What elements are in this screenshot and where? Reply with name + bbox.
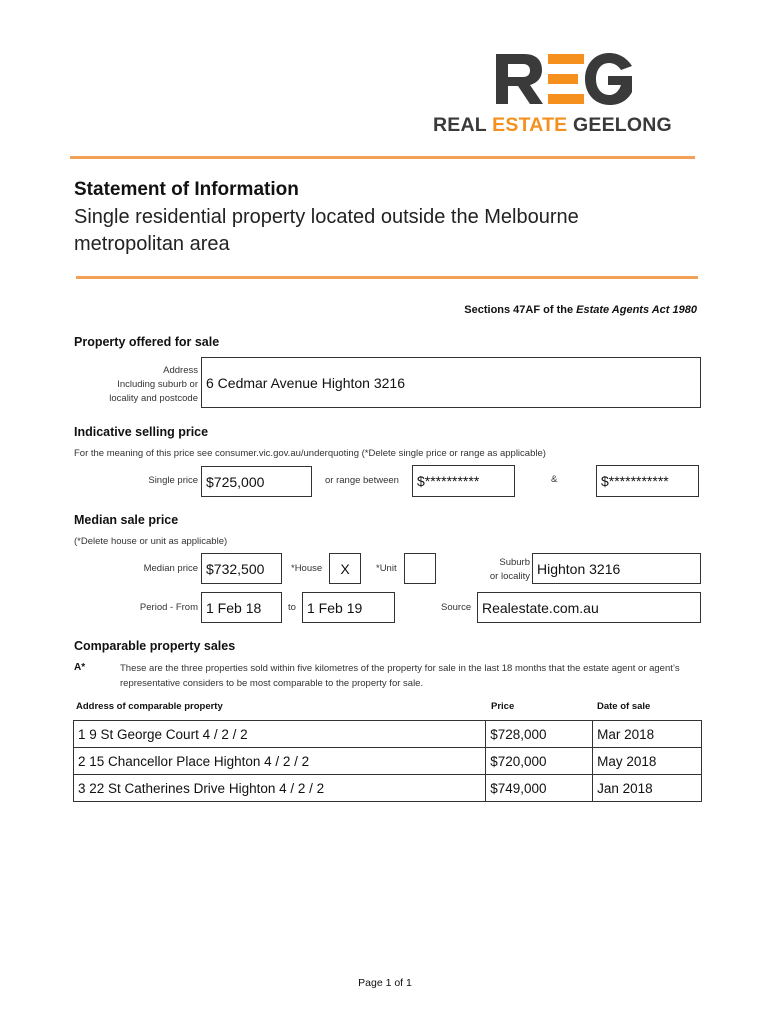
comparable-date[interactable]: Jan 2018 [593, 775, 702, 802]
source-field[interactable]: Realestate.com.au [477, 592, 701, 623]
house-label: *House [291, 563, 323, 574]
comparable-heading: Comparable property sales [74, 639, 236, 653]
source-label: Source [441, 602, 472, 613]
comparable-date[interactable]: Mar 2018 [593, 721, 702, 748]
document-subtitle: Single residential property located outside the Melbourne metropolitan area [74, 206, 579, 255]
comparable-price[interactable]: $720,000 [486, 748, 593, 775]
comparable-date[interactable]: May 2018 [593, 748, 702, 775]
indicative-note: For the meaning of this price see consumer.vic.gov.au/underquoting (*Delete single price or range as applicable) [74, 448, 546, 459]
address-field[interactable]: 6 Cedmar Avenue Highton 3216 [201, 357, 701, 408]
page-number: Page 1 of 1 [358, 977, 412, 989]
period-to-label: to [288, 602, 296, 613]
column-price-header: Price [491, 701, 515, 712]
median-heading: Median sale price [74, 513, 179, 527]
address-label: Address Including suburb or locality and postcode [109, 365, 198, 404]
top-divider [70, 156, 695, 159]
period-from-field[interactable]: 1 Feb 18 [201, 592, 282, 623]
comparable-address[interactable]: 2 15 Chancellor Place Highton 4 / 2 / 2 [74, 748, 486, 775]
indicative-heading: Indicative selling price [74, 425, 209, 439]
range-low-field[interactable]: $********** [412, 465, 515, 497]
table-row [74, 721, 702, 748]
range-high-field[interactable]: $*********** [596, 465, 699, 497]
legislation-reference: Sections 47AF of the Estate Agents Act 1980 [464, 304, 697, 316]
range-label: or range between [325, 475, 399, 486]
median-price-field[interactable]: $732,500 [201, 553, 282, 584]
period-to-field[interactable]: 1 Feb 19 [302, 592, 395, 623]
single-price-field[interactable]: $725,000 [201, 466, 312, 497]
brand-name: REAL ESTATE GEELONG [433, 114, 672, 136]
single-price-label: Single price [148, 475, 198, 486]
comparable-address[interactable]: 1 9 St George Court 4 / 2 / 2 [74, 721, 486, 748]
comparable-price[interactable]: $728,000 [486, 721, 593, 748]
unit-checkbox[interactable] [404, 553, 436, 584]
suburb-label: Suburb or locality [489, 557, 530, 582]
comparable-price[interactable]: $749,000 [486, 775, 593, 802]
unit-label: *Unit [376, 563, 397, 574]
document-title: Statement of Information [74, 179, 299, 200]
comparable-marker: A* [74, 662, 86, 673]
column-date-header: Date of sale [597, 701, 651, 712]
property-heading: Property offered for sale [74, 335, 220, 349]
period-from-label: Period - From [139, 602, 198, 613]
comparable-description: These are the three properties sold within five kilometres of the property for sale in the last 18 months that the estate agent or agent’s representative considers to be most comparable to the property for sale. [120, 663, 680, 689]
range-ampersand: & [551, 474, 558, 485]
title-divider [76, 276, 698, 279]
median-price-label: Median price [143, 563, 198, 574]
comparable-sales-table [73, 720, 702, 802]
table-row [74, 748, 702, 775]
reg-logo-mark [494, 52, 634, 106]
house-checkbox[interactable]: X [329, 553, 361, 584]
median-note: (*Delete house or unit as applicable) [74, 536, 228, 547]
suburb-field[interactable]: Highton 3216 [532, 553, 701, 584]
table-row [74, 775, 702, 802]
column-address-header: Address of comparable property [76, 701, 223, 712]
comparable-address[interactable]: 3 22 St Catherines Drive Highton 4 / 2 / 2 [74, 775, 486, 802]
